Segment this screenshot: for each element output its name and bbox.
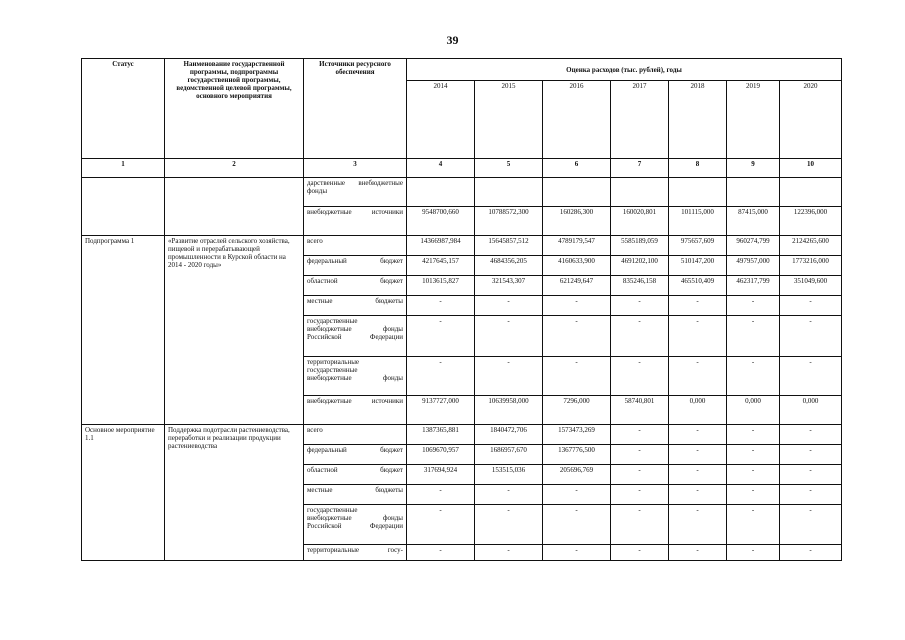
funding-source-cell: государственные внебюджетные фонды Российской Федерации <box>304 316 407 357</box>
table-body <box>82 159 842 561</box>
expense-value-cell: - <box>407 545 475 561</box>
expense-value-cell: - <box>475 357 543 396</box>
expense-value-cell: 160286,300 <box>543 207 611 236</box>
expense-value-cell: 15645857,512 <box>475 236 543 256</box>
expense-value-cell: 58740,801 <box>611 396 669 425</box>
expense-value-cell: 975657,609 <box>669 236 727 256</box>
funding-source-cell: территориальные государственные внебюджетные фонды <box>304 357 407 396</box>
funding-source-cell: федеральный бюджет <box>304 256 407 276</box>
expense-value-cell: 4691202,100 <box>611 256 669 276</box>
expense-value-cell: - <box>543 545 611 561</box>
expense-value-cell <box>475 178 543 207</box>
expense-value-cell: 0,000 <box>780 396 842 425</box>
expense-value-cell: - <box>543 296 611 316</box>
expense-value-cell: - <box>780 425 842 445</box>
funding-source-cell: областной бюджет <box>304 276 407 296</box>
expense-value-cell: - <box>780 485 842 505</box>
funding-source-cell: дарственные внебюджетные фонды <box>304 178 407 207</box>
expense-value-cell: - <box>780 465 842 485</box>
program-name-cell: «Развитие отраслей сельского хозяйства, пищевой и перерабатывающей промышленности в Курской области на 2014 - 2020 годы» <box>165 236 304 425</box>
expense-value-cell: 9137727,000 <box>407 396 475 425</box>
expense-value-cell: - <box>611 505 669 545</box>
budget-table <box>81 58 842 561</box>
funding-source-cell: областной бюджет <box>304 465 407 485</box>
expense-value-cell <box>669 178 727 207</box>
expense-value-cell <box>780 178 842 207</box>
table-row <box>82 236 842 256</box>
expense-value-cell: 4217645,157 <box>407 256 475 276</box>
header-program-name: Наименование государственной программы, подпрограммы государственной программы, ведомственной целевой программы, основного мероприятия <box>165 59 304 159</box>
expense-value-cell: - <box>780 296 842 316</box>
expense-value-cell: 160020,801 <box>611 207 669 236</box>
funding-source-cell: всего <box>304 236 407 256</box>
expense-value-cell: 1573473,269 <box>543 425 611 445</box>
expense-value-cell: 462317,799 <box>727 276 780 296</box>
expense-value-cell: 9548700,660 <box>407 207 475 236</box>
expense-value-cell: - <box>727 445 780 465</box>
year-header: 2015 <box>475 81 543 159</box>
expense-value-cell: 497957,000 <box>727 256 780 276</box>
expense-value-cell: - <box>780 316 842 357</box>
column-number: 1 <box>82 159 165 178</box>
expense-value-cell: - <box>543 505 611 545</box>
expense-value-cell: 7296,000 <box>543 396 611 425</box>
expense-value-cell: 465510,409 <box>669 276 727 296</box>
expense-value-cell: - <box>611 296 669 316</box>
funding-source-cell: федеральный бюджет <box>304 445 407 465</box>
expense-value-cell: 153515,036 <box>475 465 543 485</box>
expense-value-cell: - <box>669 425 727 445</box>
year-header: 2014 <box>407 81 475 159</box>
expense-value-cell: 5585189,059 <box>611 236 669 256</box>
expense-value-cell: - <box>475 505 543 545</box>
funding-source-cell: местные бюджеты <box>304 485 407 505</box>
expense-value-cell: - <box>727 545 780 561</box>
column-number: 5 <box>475 159 543 178</box>
expense-value-cell <box>727 178 780 207</box>
expense-value-cell: 14366987,984 <box>407 236 475 256</box>
expense-value-cell: - <box>727 316 780 357</box>
column-number: 10 <box>780 159 842 178</box>
expense-value-cell <box>407 178 475 207</box>
expense-value-cell: - <box>475 485 543 505</box>
expense-value-cell: - <box>780 505 842 545</box>
expense-value-cell: - <box>669 485 727 505</box>
expense-value-cell: 0,000 <box>669 396 727 425</box>
column-number: 4 <box>407 159 475 178</box>
header-funding-sources: Источники ресурсного обеспечения <box>304 59 407 159</box>
expense-value-cell: 621249,647 <box>543 276 611 296</box>
year-header: 2019 <box>727 81 780 159</box>
expense-value-cell: 10788572,300 <box>475 207 543 236</box>
status-cell: Основное мероприятие 1.1 <box>82 425 165 561</box>
expense-value-cell: 835246,158 <box>611 276 669 296</box>
expense-value-cell: 1686957,670 <box>475 445 543 465</box>
year-header: 2016 <box>543 81 611 159</box>
expense-value-cell: - <box>727 425 780 445</box>
expense-value-cell: - <box>669 505 727 545</box>
expense-value-cell: - <box>727 296 780 316</box>
column-number: 2 <box>165 159 304 178</box>
header-expense-estimate: Оценка расходов (тыс. рублей), годы <box>407 59 842 81</box>
expense-value-cell: - <box>780 357 842 396</box>
program-name-cell: Поддержка подотрасли растениеводства, переработки и реализации продукции растениеводства <box>165 425 304 561</box>
status-cell: Подпрограмма 1 <box>82 236 165 425</box>
expense-value-cell: 1840472,706 <box>475 425 543 445</box>
expense-value-cell: - <box>543 357 611 396</box>
expense-value-cell: - <box>611 545 669 561</box>
expense-value-cell: - <box>669 465 727 485</box>
expense-value-cell: - <box>669 316 727 357</box>
year-header: 2017 <box>611 81 669 159</box>
expense-value-cell: 87415,000 <box>727 207 780 236</box>
expense-value-cell: 0,000 <box>727 396 780 425</box>
expense-value-cell: - <box>727 505 780 545</box>
expense-value-cell: 2124265,600 <box>780 236 842 256</box>
funding-source-cell: местные бюджеты <box>304 296 407 316</box>
expense-value-cell: - <box>543 316 611 357</box>
expense-value-cell: - <box>611 485 669 505</box>
expense-value-cell: - <box>669 357 727 396</box>
expense-value-cell: 351049,600 <box>780 276 842 296</box>
funding-source-cell: государственные внебюджетные фонды Российской Федерации <box>304 505 407 545</box>
expense-value-cell: - <box>780 445 842 465</box>
expense-value-cell: - <box>780 545 842 561</box>
expense-value-cell <box>611 178 669 207</box>
expense-value-cell: - <box>543 485 611 505</box>
expense-value-cell: 1773216,000 <box>780 256 842 276</box>
expense-value-cell: - <box>727 465 780 485</box>
expense-value-cell: - <box>611 425 669 445</box>
expense-value-cell <box>543 178 611 207</box>
expense-value-cell: - <box>669 296 727 316</box>
expense-value-cell: 510147,200 <box>669 256 727 276</box>
funding-source-cell: территориальные госу- <box>304 545 407 561</box>
expense-value-cell: 1367776,500 <box>543 445 611 465</box>
column-number-row <box>82 159 842 178</box>
expense-value-cell: - <box>611 357 669 396</box>
expense-value-cell: 1069670,957 <box>407 445 475 465</box>
expense-value-cell: 4684356,205 <box>475 256 543 276</box>
funding-source-cell: внебюджетные источники <box>304 207 407 236</box>
expense-value-cell: - <box>727 485 780 505</box>
expense-value-cell: - <box>407 357 475 396</box>
expense-value-cell: 321543,307 <box>475 276 543 296</box>
expense-value-cell: - <box>475 545 543 561</box>
expense-value-cell: - <box>407 296 475 316</box>
expense-value-cell: - <box>407 505 475 545</box>
expense-value-cell: 10639958,000 <box>475 396 543 425</box>
expense-value-cell: - <box>727 357 780 396</box>
expense-value-cell: 4789179,547 <box>543 236 611 256</box>
expense-value-cell: - <box>611 316 669 357</box>
table-row <box>82 425 842 445</box>
funding-source-cell: внебюджетные источники <box>304 396 407 425</box>
year-header: 2018 <box>669 81 727 159</box>
expense-value-cell: - <box>407 316 475 357</box>
table-row <box>82 178 842 207</box>
program-name-cell <box>165 178 304 236</box>
column-number: 8 <box>669 159 727 178</box>
expense-value-cell: - <box>407 485 475 505</box>
column-number: 9 <box>727 159 780 178</box>
expense-value-cell: - <box>669 545 727 561</box>
expense-value-cell: 101115,000 <box>669 207 727 236</box>
expense-value-cell: - <box>475 316 543 357</box>
expense-value-cell: 205696,769 <box>543 465 611 485</box>
expense-value-cell: 317694,924 <box>407 465 475 485</box>
column-number: 7 <box>611 159 669 178</box>
header-status: Статус <box>82 59 165 159</box>
page-number: 39 <box>446 33 459 47</box>
expense-value-cell: 122396,000 <box>780 207 842 236</box>
expense-value-cell: 960274,799 <box>727 236 780 256</box>
expense-value-cell: 1013615,827 <box>407 276 475 296</box>
status-cell <box>82 178 165 236</box>
column-number: 6 <box>543 159 611 178</box>
expense-value-cell: - <box>611 465 669 485</box>
expense-value-cell: - <box>475 296 543 316</box>
expense-value-cell: - <box>611 445 669 465</box>
expense-value-cell: 4160633,900 <box>543 256 611 276</box>
column-number: 3 <box>304 159 407 178</box>
year-header: 2020 <box>780 81 842 159</box>
expense-value-cell: - <box>669 445 727 465</box>
funding-source-cell: всего <box>304 425 407 445</box>
expense-value-cell: 1387365,881 <box>407 425 475 445</box>
